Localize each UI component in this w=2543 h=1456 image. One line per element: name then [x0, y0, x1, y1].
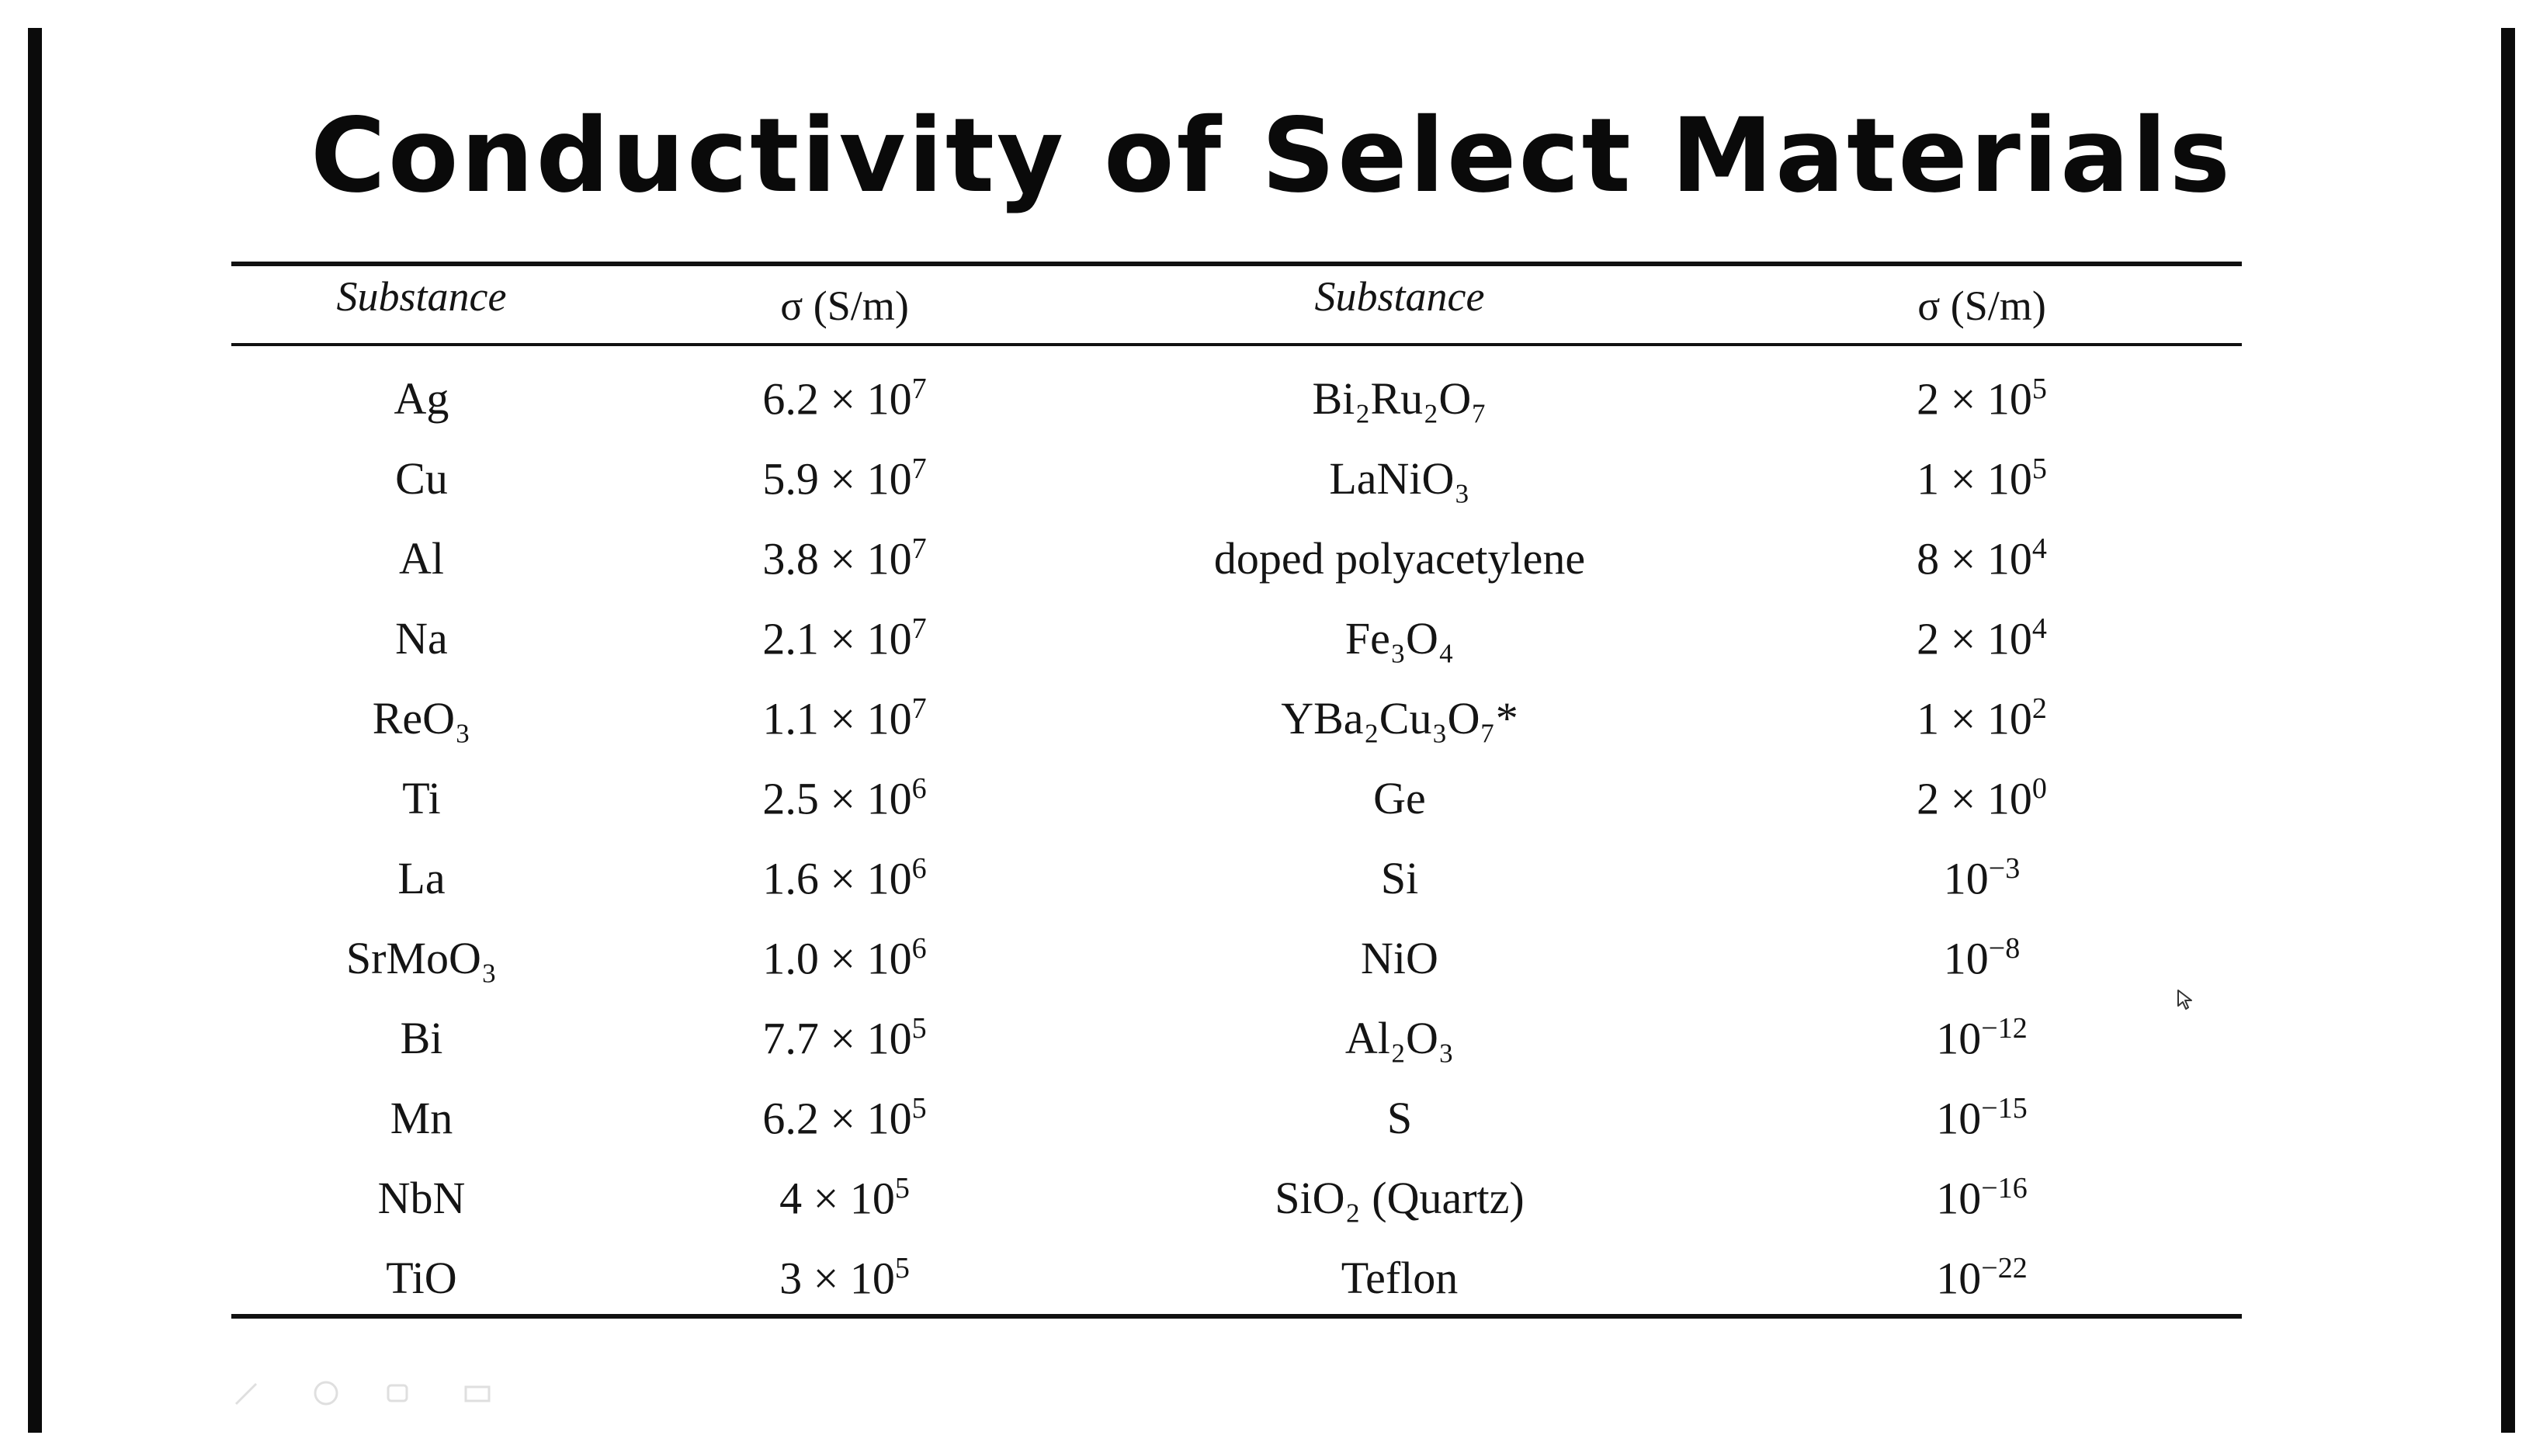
substance-cell: Si — [1380, 853, 1419, 903]
conductivity-mantissa: 10 — [1943, 933, 1989, 984]
conductivity-mantissa: 10 — [1943, 853, 1989, 904]
conductivity-mantissa: 5.9 × 10 — [762, 453, 912, 504]
substance-cell: Ti — [402, 773, 441, 823]
table-row — [231, 918, 2242, 998]
conductivity-exponent: 5 — [911, 1012, 927, 1045]
conductivity-exponent: 7 — [911, 532, 927, 566]
conductivity-cell — [612, 998, 1077, 1078]
conductivity-cell — [1722, 1078, 2242, 1158]
substance-cell: TiO — [386, 1253, 457, 1303]
substance-cell: S — [1386, 1093, 1413, 1143]
right-border-bar — [2501, 28, 2515, 1433]
substance-cell: Ge — [1373, 773, 1426, 823]
conductivity-cell — [612, 518, 1077, 598]
substance-cell: NbN — [377, 1173, 466, 1223]
substance-cell: Mn — [390, 1093, 453, 1143]
substance-cell: Bi — [400, 1013, 443, 1063]
column-header-conductivity: σ (S/m) — [780, 283, 909, 329]
conductivity-cell — [1722, 359, 2242, 439]
conductivity-mantissa: 2.5 × 10 — [762, 773, 912, 824]
table-row — [231, 598, 2242, 678]
slide-title: Conductivity of Select Materials — [311, 96, 2232, 216]
conductivity-exponent: 6 — [911, 932, 927, 965]
conductivity-mantissa: 1.6 × 10 — [762, 853, 912, 904]
table-row — [231, 1158, 2242, 1238]
conductivity-mantissa: 2 × 10 — [1917, 373, 2032, 425]
table-row — [231, 998, 2242, 1078]
conductivity-mantissa: 6.2 × 10 — [762, 373, 912, 425]
pointer-cursor-icon — [2177, 989, 2195, 1011]
search-icon — [315, 1382, 337, 1404]
conductivity-mantissa: 10 — [1936, 1253, 1982, 1304]
conductivity-exponent: −15 — [1981, 1092, 2028, 1125]
conductivity-cell — [1722, 1158, 2242, 1238]
conductivity-exponent: 5 — [894, 1172, 910, 1205]
substance-cell: Teflon — [1341, 1253, 1459, 1303]
table-row — [231, 1078, 2242, 1158]
conductivity-cell — [1722, 758, 2242, 838]
conductivity-exponent: 6 — [911, 852, 927, 886]
conductivity-mantissa: 8 × 10 — [1917, 533, 2032, 584]
table-row — [231, 439, 2242, 518]
conductivity-mantissa: 10 — [1936, 1093, 1982, 1144]
substance-cell: ReO₃ — [372, 693, 471, 744]
conductivity-table — [231, 266, 2242, 1318]
substance-cell: doped polyacetylene — [1213, 533, 1586, 584]
conductivity-exponent: 7 — [911, 692, 927, 726]
conductivity-cell — [612, 1238, 1077, 1318]
substance-cell: SrMoO₃ — [345, 933, 498, 983]
conductivity-cell — [612, 838, 1077, 918]
conductivity-cell — [612, 359, 1077, 439]
conductivity-mantissa: 1.0 × 10 — [762, 933, 912, 984]
square-icon — [388, 1385, 407, 1401]
conductivity-exponent: −22 — [1981, 1252, 2028, 1285]
conductivity-mantissa: 2 × 10 — [1917, 613, 2032, 664]
table-row — [231, 838, 2242, 918]
conductivity-exponent: 7 — [911, 452, 927, 486]
conductivity-mantissa: 2.1 × 10 — [762, 613, 912, 664]
substance-cell: SiO₂ (Quartz) — [1275, 1173, 1525, 1223]
substance-cell: Fe₃O₄ — [1344, 613, 1455, 664]
conductivity-exponent: 4 — [2031, 532, 2047, 566]
substance-cell: LaNiO₃ — [1329, 453, 1470, 504]
conductivity-cell — [1722, 439, 2242, 518]
substance-cell: YBa₂Cu₃O₇* — [1281, 693, 1518, 744]
table-row — [231, 1238, 2242, 1318]
table-row — [231, 518, 2242, 598]
substance-cell: Cu — [395, 453, 448, 504]
column-header-substance: Substance — [1314, 273, 1485, 320]
conductivity-mantissa: 2 × 10 — [1917, 773, 2032, 824]
conductivity-mantissa: 7.7 × 10 — [762, 1013, 912, 1064]
conductivity-exponent: 5 — [2031, 373, 2047, 406]
table-body — [231, 359, 2242, 1318]
substance-cell: Al — [399, 533, 444, 584]
conductivity-cell — [1722, 518, 2242, 598]
table-row — [231, 678, 2242, 758]
conductivity-cell — [1722, 838, 2242, 918]
conductivity-exponent: 2 — [2031, 692, 2047, 726]
conductivity-exponent: −16 — [1981, 1172, 2028, 1205]
conductivity-exponent: 7 — [911, 612, 927, 646]
table-header-row — [231, 266, 2242, 359]
conductivity-exponent: −8 — [1988, 932, 2021, 965]
conductivity-mantissa: 1 × 10 — [1917, 693, 2032, 744]
conductivity-mantissa: 10 — [1936, 1013, 1982, 1064]
conductivity-exponent: 5 — [894, 1252, 910, 1285]
conductivity-mantissa: 3.8 × 10 — [762, 533, 912, 584]
conductivity-mantissa: 1 × 10 — [1917, 453, 2032, 504]
conductivity-exponent: 4 — [2031, 612, 2047, 646]
conductivity-cell — [612, 598, 1077, 678]
substance-cell: Bi₂Ru₂O₇ — [1312, 373, 1487, 424]
conductivity-mantissa: 6.2 × 10 — [762, 1093, 912, 1144]
conductivity-exponent: 0 — [2031, 772, 2047, 806]
substance-cell: NiO — [1361, 933, 1438, 983]
conductivity-mantissa: 1.1 × 10 — [762, 693, 912, 744]
conductivity-cell — [612, 439, 1077, 518]
pen-icon — [236, 1384, 256, 1404]
substance-cell: Ag — [394, 373, 449, 424]
conductivity-cell — [612, 1158, 1077, 1238]
column-header-substance: Substance — [336, 273, 507, 320]
conductivity-mantissa: 4 × 10 — [779, 1173, 895, 1224]
table-row — [231, 758, 2242, 838]
conductivity-cell — [612, 918, 1077, 998]
conductivity-cell — [612, 1078, 1077, 1158]
conductivity-exponent: 5 — [2031, 452, 2047, 486]
substance-cell: Al₂O₃ — [1344, 1013, 1455, 1063]
substance-cell: Na — [395, 613, 448, 664]
conductivity-exponent: −3 — [1988, 852, 2021, 886]
conductivity-exponent: 6 — [911, 772, 927, 806]
conductivity-cell — [612, 678, 1077, 758]
conductivity-mantissa: 3 × 10 — [779, 1253, 895, 1304]
conductivity-exponent: 5 — [911, 1092, 927, 1125]
screen-icon — [466, 1387, 489, 1401]
conductivity-cell — [1722, 678, 2242, 758]
conductivity-exponent: −12 — [1981, 1012, 2028, 1045]
left-border-bar — [28, 28, 42, 1433]
faint-toolbar-icons — [233, 1378, 512, 1409]
substance-cell: La — [397, 853, 446, 903]
conductivity-cell — [1722, 998, 2242, 1078]
conductivity-cell — [1722, 1238, 2242, 1318]
column-header-conductivity: σ (S/m) — [1917, 283, 2046, 329]
table-row — [231, 359, 2242, 439]
conductivity-mantissa: 10 — [1936, 1173, 1982, 1224]
conductivity-cell — [1722, 598, 2242, 678]
conductivity-exponent: 7 — [911, 373, 927, 406]
conductivity-cell — [612, 758, 1077, 838]
conductivity-cell — [1722, 918, 2242, 998]
